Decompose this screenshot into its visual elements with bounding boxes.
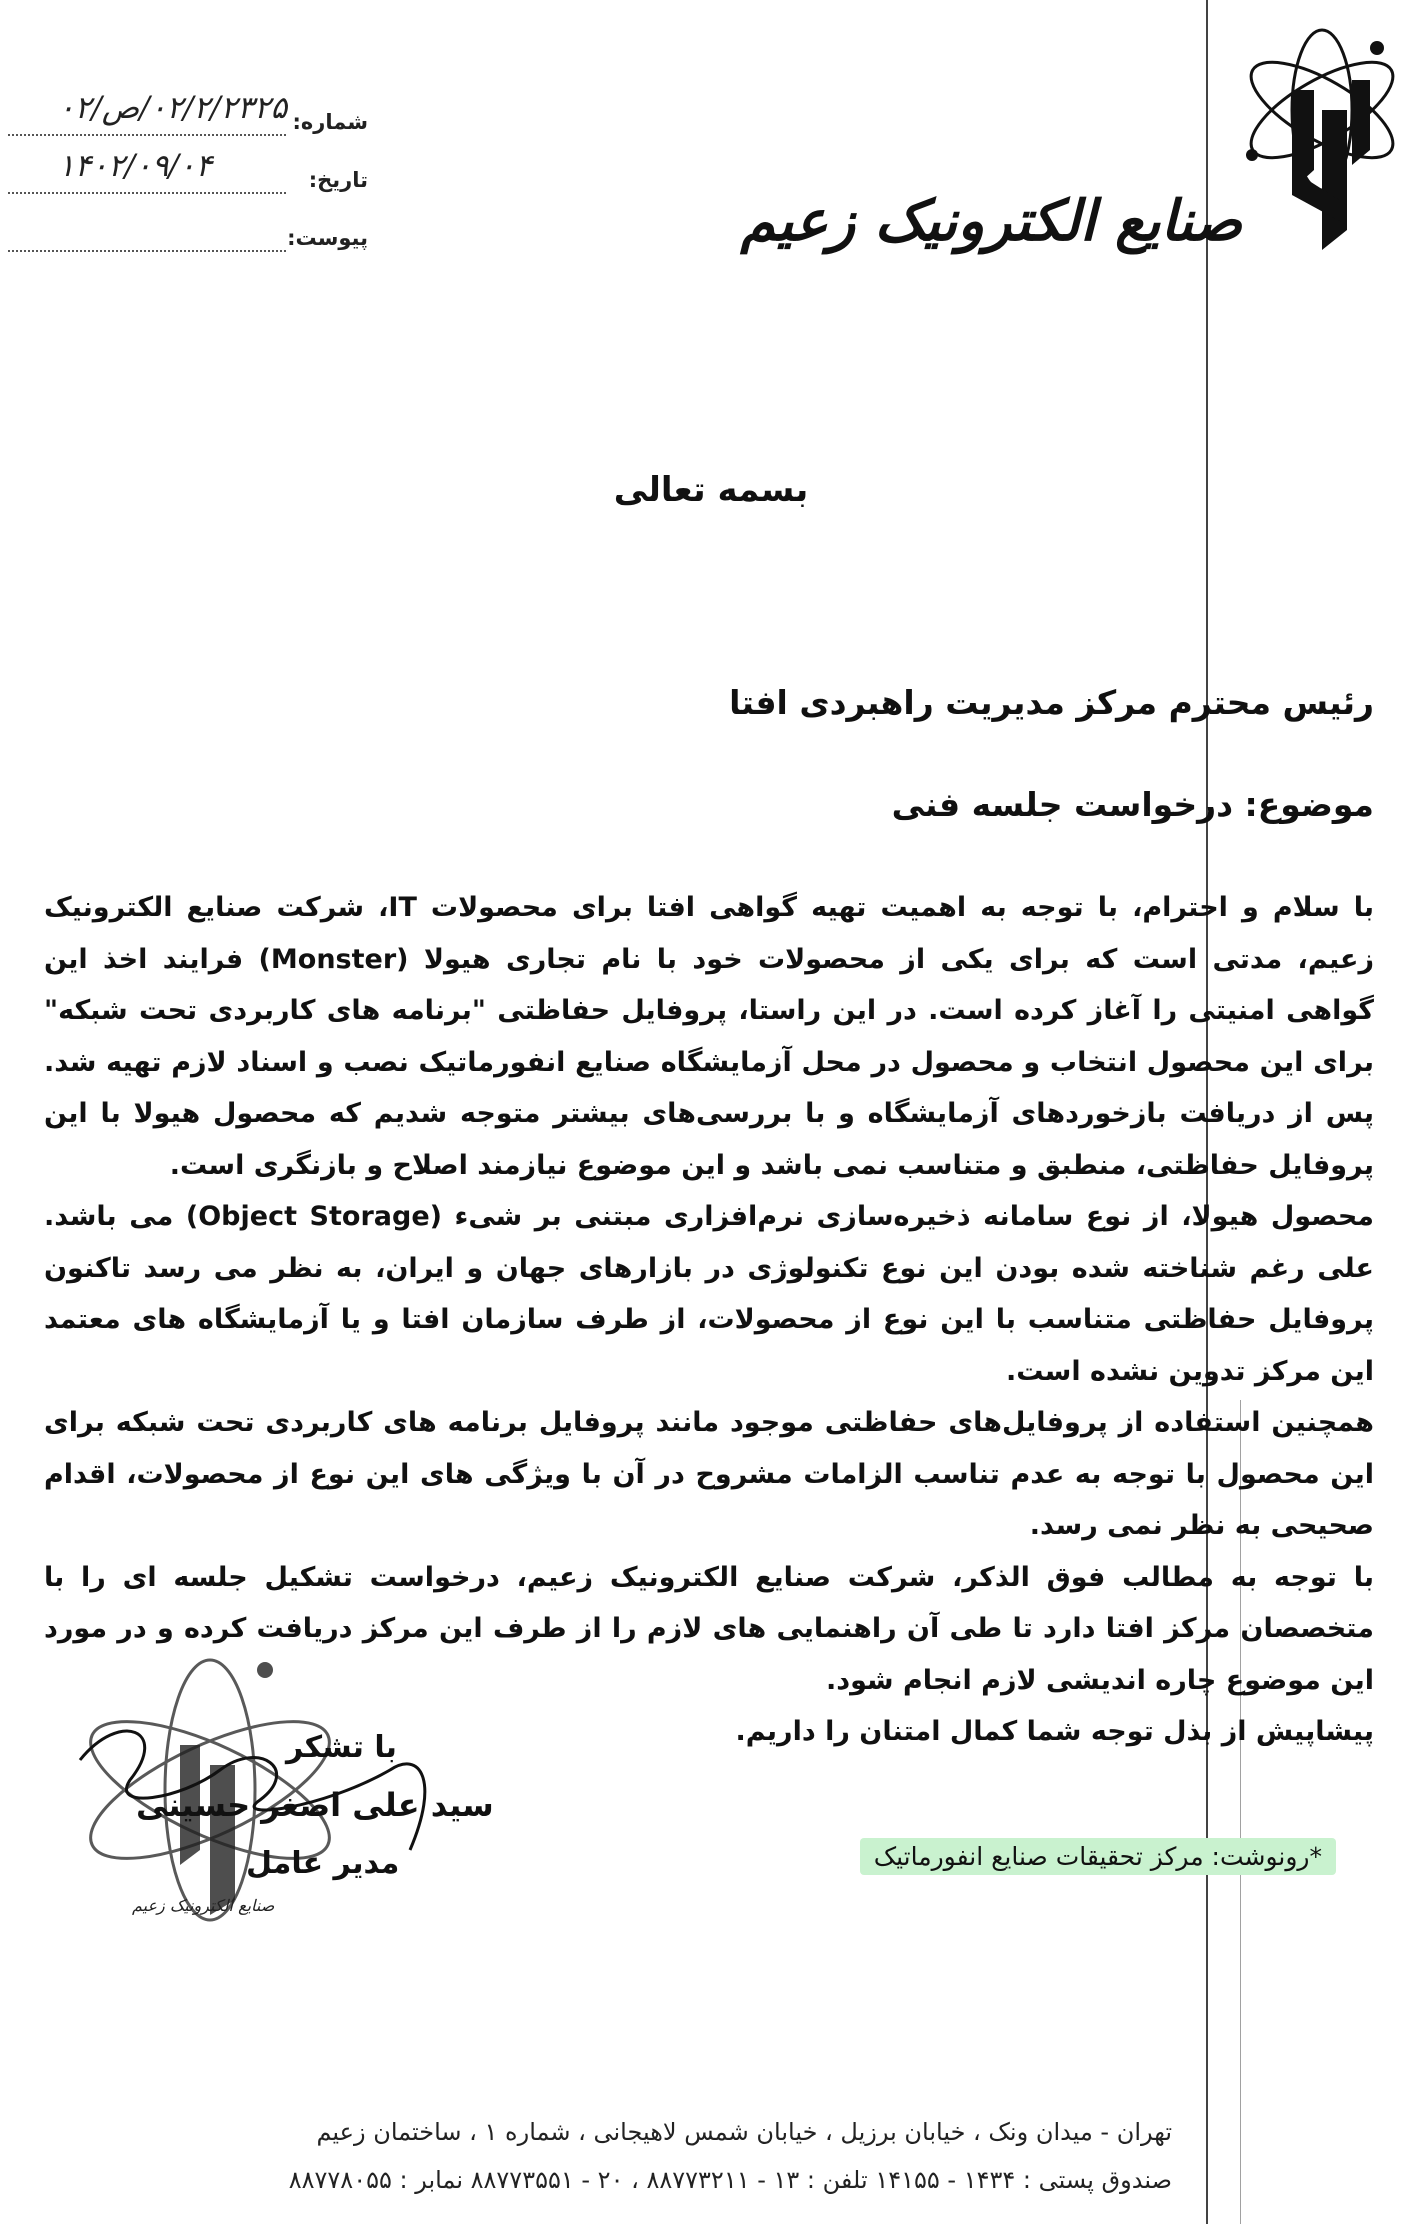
recipient-line: رئیس محترم مرکز مدیریت راهبردی افتا — [729, 683, 1374, 722]
signatory-name: سید علی اصغر حسینی — [136, 1786, 494, 1824]
basmala-heading: بسمه تعالی — [613, 470, 809, 510]
body-paragraph: محصول هیولا، از نوع سامانه ذخیره‌سازی نرم‌افزاری مبتنی بر شیء (Object Storage) می باشد. علی رغم شناخته شده بودن این نوع تکنولوژی در بازارهای جهان و ایران، به نظر می رسد تاکنون پروفایل حفاظتی متناسب با این نوع از محصولات، از طرف سازمان افتا و یا آزمایشگاه های معتمد این مرکز تدوین نشده است. — [44, 1201, 1375, 1387]
company-logo — [1222, 20, 1402, 280]
signature-closing: با تشکر — [286, 1730, 397, 1765]
date-row — [8, 148, 368, 206]
footer-address-block — [289, 2108, 1172, 2204]
zaeim-atom-logo-icon — [1222, 20, 1402, 280]
number-row — [8, 90, 368, 148]
body-paragraph: همچنین استفاده از پروفایل‌های حفاظتی موجود مانند پروفایل برنامه های کاربردی تحت شبکه برای این محصول با توجه به عدم تناسب الزامات مشروح در آن با ویژگی های این نوع از محصولات، اقدام صحیحی به نظر نمی رسد. — [44, 1407, 1374, 1541]
footer-address: تهران - میدان ونک ، خیابان برزیل ، خیابان شمس لاهیجانی ، شماره ۱ ، ساختمان زعیم — [316, 2118, 1172, 2146]
date-label: تاریخ: — [308, 168, 368, 192]
number-label: شماره: — [292, 110, 368, 134]
number-value: ۰۲/۲/۲۳۲۵/ص/۰۲ — [58, 90, 288, 126]
stamp-text: صنایع الکترونیک زعیم — [132, 1896, 275, 1915]
body-paragraph: با سلام و احترام، با توجه به اهمیت تهیه گواهی افتا برای محصولات IT، شرکت صنایع الکترونیک زعیم، مدتی است که برای یکی از محصولات خود با نام تجاری هیولا (Monster) فرایند اخذ این گواهی امنیتی را آغاز کرده است. در این راستا، پروفایل حفاظتی "برنامه های کاربردی تحت شبکه" برای این محصول انتخاب و محصول در محل آزمایشگاه صنایع انفورماتیک نصب و اسناد لازم تهیه شد. پس از دریافت بازخوردهای آزمایشگاه و با بررسی‌های بیشتر متوجه شدیم که محصول هیولا با این پروفایل حفاظتی، منطبق و متناسب نمی باشد و این موضوع نیازمند اصلاح و بازنگری است. — [44, 892, 1374, 1181]
number-dotted-line — [8, 134, 286, 136]
letter-body — [44, 882, 1374, 1758]
company-name: صنایع الکترونیک زعیم — [740, 188, 1242, 254]
attachment-label: پیوست: — [287, 226, 368, 250]
letter-meta — [8, 90, 368, 264]
body-paragraph: پیشاپیش از بذل توجه شما کمال امتنان را داریم. — [735, 1716, 1374, 1747]
cc-note: *رونوشت: مرکز تحقیقات صنایع انفورماتیک — [860, 1838, 1336, 1875]
date-value: ۱۴۰۲/۰۹/۰۴ — [58, 148, 213, 184]
body-paragraph: با توجه به مطالب فوق الذکر، شرکت صنایع الکترونیک زعیم، درخواست تشکیل جلسه ای را با متخصصان مرکز افتا دارد تا طی آن راهنمایی های لازم را از طرف این مرکز دریافت کرده و در مورد این موضوع چاره اندیشی لازم انجام شود. — [44, 1561, 1374, 1696]
attachment-row — [8, 206, 368, 264]
subject-line: موضوع: درخواست جلسه فنی — [891, 785, 1374, 824]
footer-contact: صندوق پستی : ۱۴۳۴ - ۱۴۱۵۵ تلفن : ۱۳ - ۸۸۷۷۳۲۱۱ ، ۲۰ - ۸۸۷۷۳۵۵۱ نمابر : ۸۸۷۷۸۰۵۵ — [288, 2166, 1172, 2194]
attachment-dotted-line — [8, 250, 286, 252]
date-dotted-line — [8, 192, 286, 194]
signature-block — [60, 1650, 494, 1930]
signatory-title: مدیر عامل — [246, 1846, 400, 1881]
